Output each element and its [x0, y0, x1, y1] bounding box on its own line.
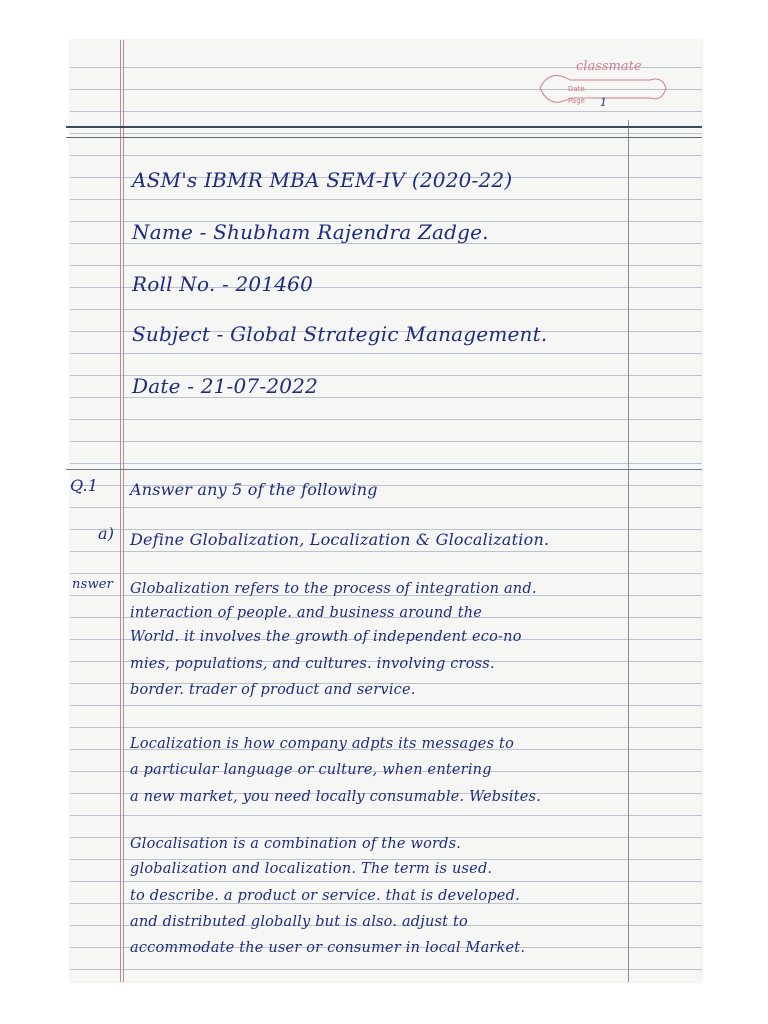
subject-line: Subject - Global Strategic Management.: [132, 322, 548, 346]
brand-logo: classmate: [576, 59, 642, 74]
right-margin-line: [628, 120, 629, 982]
glocalization-line: and distributed globally but is also. adjust to: [130, 914, 468, 930]
question-number: Q.1: [70, 476, 99, 495]
glocalization-line: Glocalisation is a combination of the words.: [130, 836, 462, 852]
globalization-line: Globalization refers to the process of integration and.: [130, 581, 537, 597]
globalization-line: mies, populations, and cultures. involving cross.: [130, 656, 495, 672]
question-part-label: a): [98, 524, 115, 543]
date-field-label: Date: [568, 85, 585, 93]
header-rule-bottom: [66, 137, 702, 138]
localization-line: Localization is how company adpts its messages to: [130, 736, 514, 752]
student-name: Name - Shubham Rajendra Zadge.: [132, 220, 489, 244]
roll-number: Roll No. - 201460: [132, 272, 314, 296]
globalization-line: border. trader of product and service.: [130, 682, 416, 698]
answer-label: nswer: [72, 577, 114, 592]
page-number: 1: [600, 96, 607, 109]
question-instruction: Answer any 5 of the following: [130, 480, 378, 499]
globalization-line: World. it involves the growth of independent eco-no: [130, 629, 522, 645]
glocalization-line: globalization and localization. The term is used.: [130, 861, 493, 877]
glocalization-line: accommodate the user or consumer in local Market.: [130, 940, 526, 956]
left-margin-line-inner: [123, 40, 124, 982]
section-rule: [66, 469, 702, 470]
glocalization-line: to describe. a product or service. that is developed.: [130, 888, 520, 904]
date-line: Date - 21-07-2022: [132, 374, 319, 398]
localization-line: a new market, you need locally consumable. Websites.: [130, 789, 542, 805]
question-part-text: Define Globalization, Localization & Glocalization.: [130, 530, 550, 549]
globalization-line: interaction of people. and business around the: [130, 605, 483, 621]
left-margin-line: [120, 40, 121, 982]
localization-line: a particular language or culture, when entering: [130, 762, 492, 778]
header-rule-top: [66, 126, 702, 128]
course-title: ASM's IBMR MBA SEM-IV (2020-22): [132, 168, 513, 192]
page-field-label: Page: [568, 97, 585, 105]
